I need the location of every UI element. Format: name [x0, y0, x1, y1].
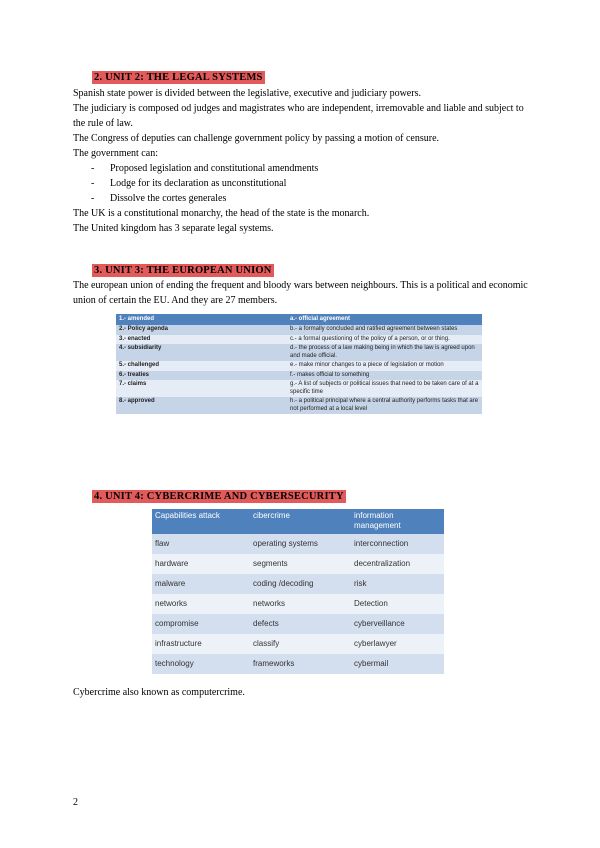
- table-cell: segments: [250, 554, 351, 574]
- table-cell: 4.- subsidiarity: [116, 344, 287, 361]
- unit2-body: [73, 86, 533, 236]
- table-cell: infrastructure: [152, 634, 250, 654]
- table-cell: c.- a formal questioning of the policy of a person, or or thing.: [287, 335, 482, 345]
- table-header-row: [152, 509, 444, 534]
- table-cell: networks: [250, 594, 351, 614]
- table-row: [152, 614, 444, 634]
- table-row: [116, 325, 482, 335]
- table-row: [152, 654, 444, 674]
- table-cell: h.- a political principal where a central authority performs tasks that are not performed at a local level: [287, 397, 482, 414]
- table-cell: d.- the process of a law making being in which the law is agreed upon and made official.: [287, 344, 482, 361]
- table-header-cell: cibercrime: [250, 509, 351, 534]
- table-header-cell: Capabilities attack: [152, 509, 250, 534]
- unit2-heading-text: 2. UNIT 2: THE LEGAL SYSTEMS: [94, 72, 263, 83]
- table-header-cell: information management: [351, 509, 444, 534]
- unit2-line: The UK is a constitutional monarchy, the head of the state is the monarch.: [73, 208, 370, 219]
- table-cell: 8.- approved: [116, 397, 287, 414]
- table-cell: cybermail: [351, 654, 444, 674]
- table-row: [116, 335, 482, 345]
- table-cell: b.- a formally concluded and ratified agreement between states: [287, 325, 482, 335]
- unit3-body: [73, 278, 533, 308]
- table-cell: 6.- treaties: [116, 371, 287, 381]
- unit4-heading: [90, 491, 348, 502]
- table-cell: 3.- enacted: [116, 335, 287, 345]
- table-cell: operating systems: [250, 534, 351, 554]
- unit2-bullet-list: [73, 161, 533, 206]
- table-row: [152, 534, 444, 554]
- table-row: [152, 574, 444, 594]
- table-cell: technology: [152, 654, 250, 674]
- table-cell: networks: [152, 594, 250, 614]
- table-cell: f.- makes official to something: [287, 371, 482, 381]
- unit4-heading-text: 4. UNIT 4: CYBERCRIME AND CYBERSECURITY: [94, 491, 344, 502]
- table-cell: 7.- claims: [116, 380, 287, 397]
- unit4-footer: [73, 685, 533, 700]
- table-cell: risk: [351, 574, 444, 594]
- table-row: [116, 380, 482, 397]
- table-cell: e.- make minor changes to a piece of legislation or motion: [287, 361, 482, 371]
- table-cell: classify: [250, 634, 351, 654]
- unit2-line: Spanish state power is divided between the legislative, executive and judiciary powers.: [73, 88, 421, 99]
- eu-vocabulary-table: [116, 314, 482, 414]
- unit2-line: The judiciary is composed od judges and magistrates who are independent, irremovable and liable and subject to the rule of law.: [73, 103, 524, 129]
- table-row: [116, 397, 482, 414]
- unit2-line: The government can:: [73, 148, 158, 159]
- bullet-item: - Lodge for its declaration as unconstitutional: [73, 176, 533, 191]
- table-cell: malware: [152, 574, 250, 594]
- table-cell: cyberveillance: [351, 614, 444, 634]
- table-header-row: [116, 314, 482, 325]
- table-cell: 5.- challenged: [116, 361, 287, 371]
- table-cell: frameworks: [250, 654, 351, 674]
- table-cell: coding /decoding: [250, 574, 351, 594]
- table-cell: 2.- Policy agenda: [116, 325, 287, 335]
- table-cell: cyberlawyer: [351, 634, 444, 654]
- bullet-item: - Proposed legislation and constitutional amendments: [73, 161, 533, 176]
- unit4-footer-text: Cybercrime also known as computercrime.: [73, 687, 245, 698]
- table-cell: decentralization: [351, 554, 444, 574]
- unit3-text: The european union of ending the frequent and bloody wars between neighbours. This is a political and economic union of certain the EU. And they are 27 members.: [73, 280, 528, 306]
- table-cell: compromise: [152, 614, 250, 634]
- page-number: 2: [73, 797, 78, 808]
- table-row: [116, 371, 482, 381]
- unit3-heading-text: 3. UNIT 3: THE EUROPEAN UNION: [94, 265, 272, 276]
- table-cell: hardware: [152, 554, 250, 574]
- table-row: [152, 594, 444, 614]
- table-cell: defects: [250, 614, 351, 634]
- bullet-item: - Dissolve the cortes generales: [73, 191, 533, 206]
- unit3-heading: [90, 265, 276, 276]
- unit2-heading: [90, 72, 267, 83]
- table-row: [116, 361, 482, 371]
- table-row: [152, 554, 444, 574]
- table-cell: g.- A list of subjects or political issues that need to be taken care of at a specific time: [287, 380, 482, 397]
- cybercrime-vocabulary-table: [152, 509, 444, 674]
- table-header-cell: 1.- amended: [116, 314, 287, 325]
- table-cell: flaw: [152, 534, 250, 554]
- unit2-line: The Congress of deputies can challenge government policy by passing a motion of censure.: [73, 133, 440, 144]
- table-cell: interconnection: [351, 534, 444, 554]
- table-header-cell: a.- official agreement: [287, 314, 482, 325]
- table-row: [116, 344, 482, 361]
- table-cell: Detection: [351, 594, 444, 614]
- table-row: [152, 634, 444, 654]
- unit2-line: The United kingdom has 3 separate legal systems.: [73, 223, 274, 234]
